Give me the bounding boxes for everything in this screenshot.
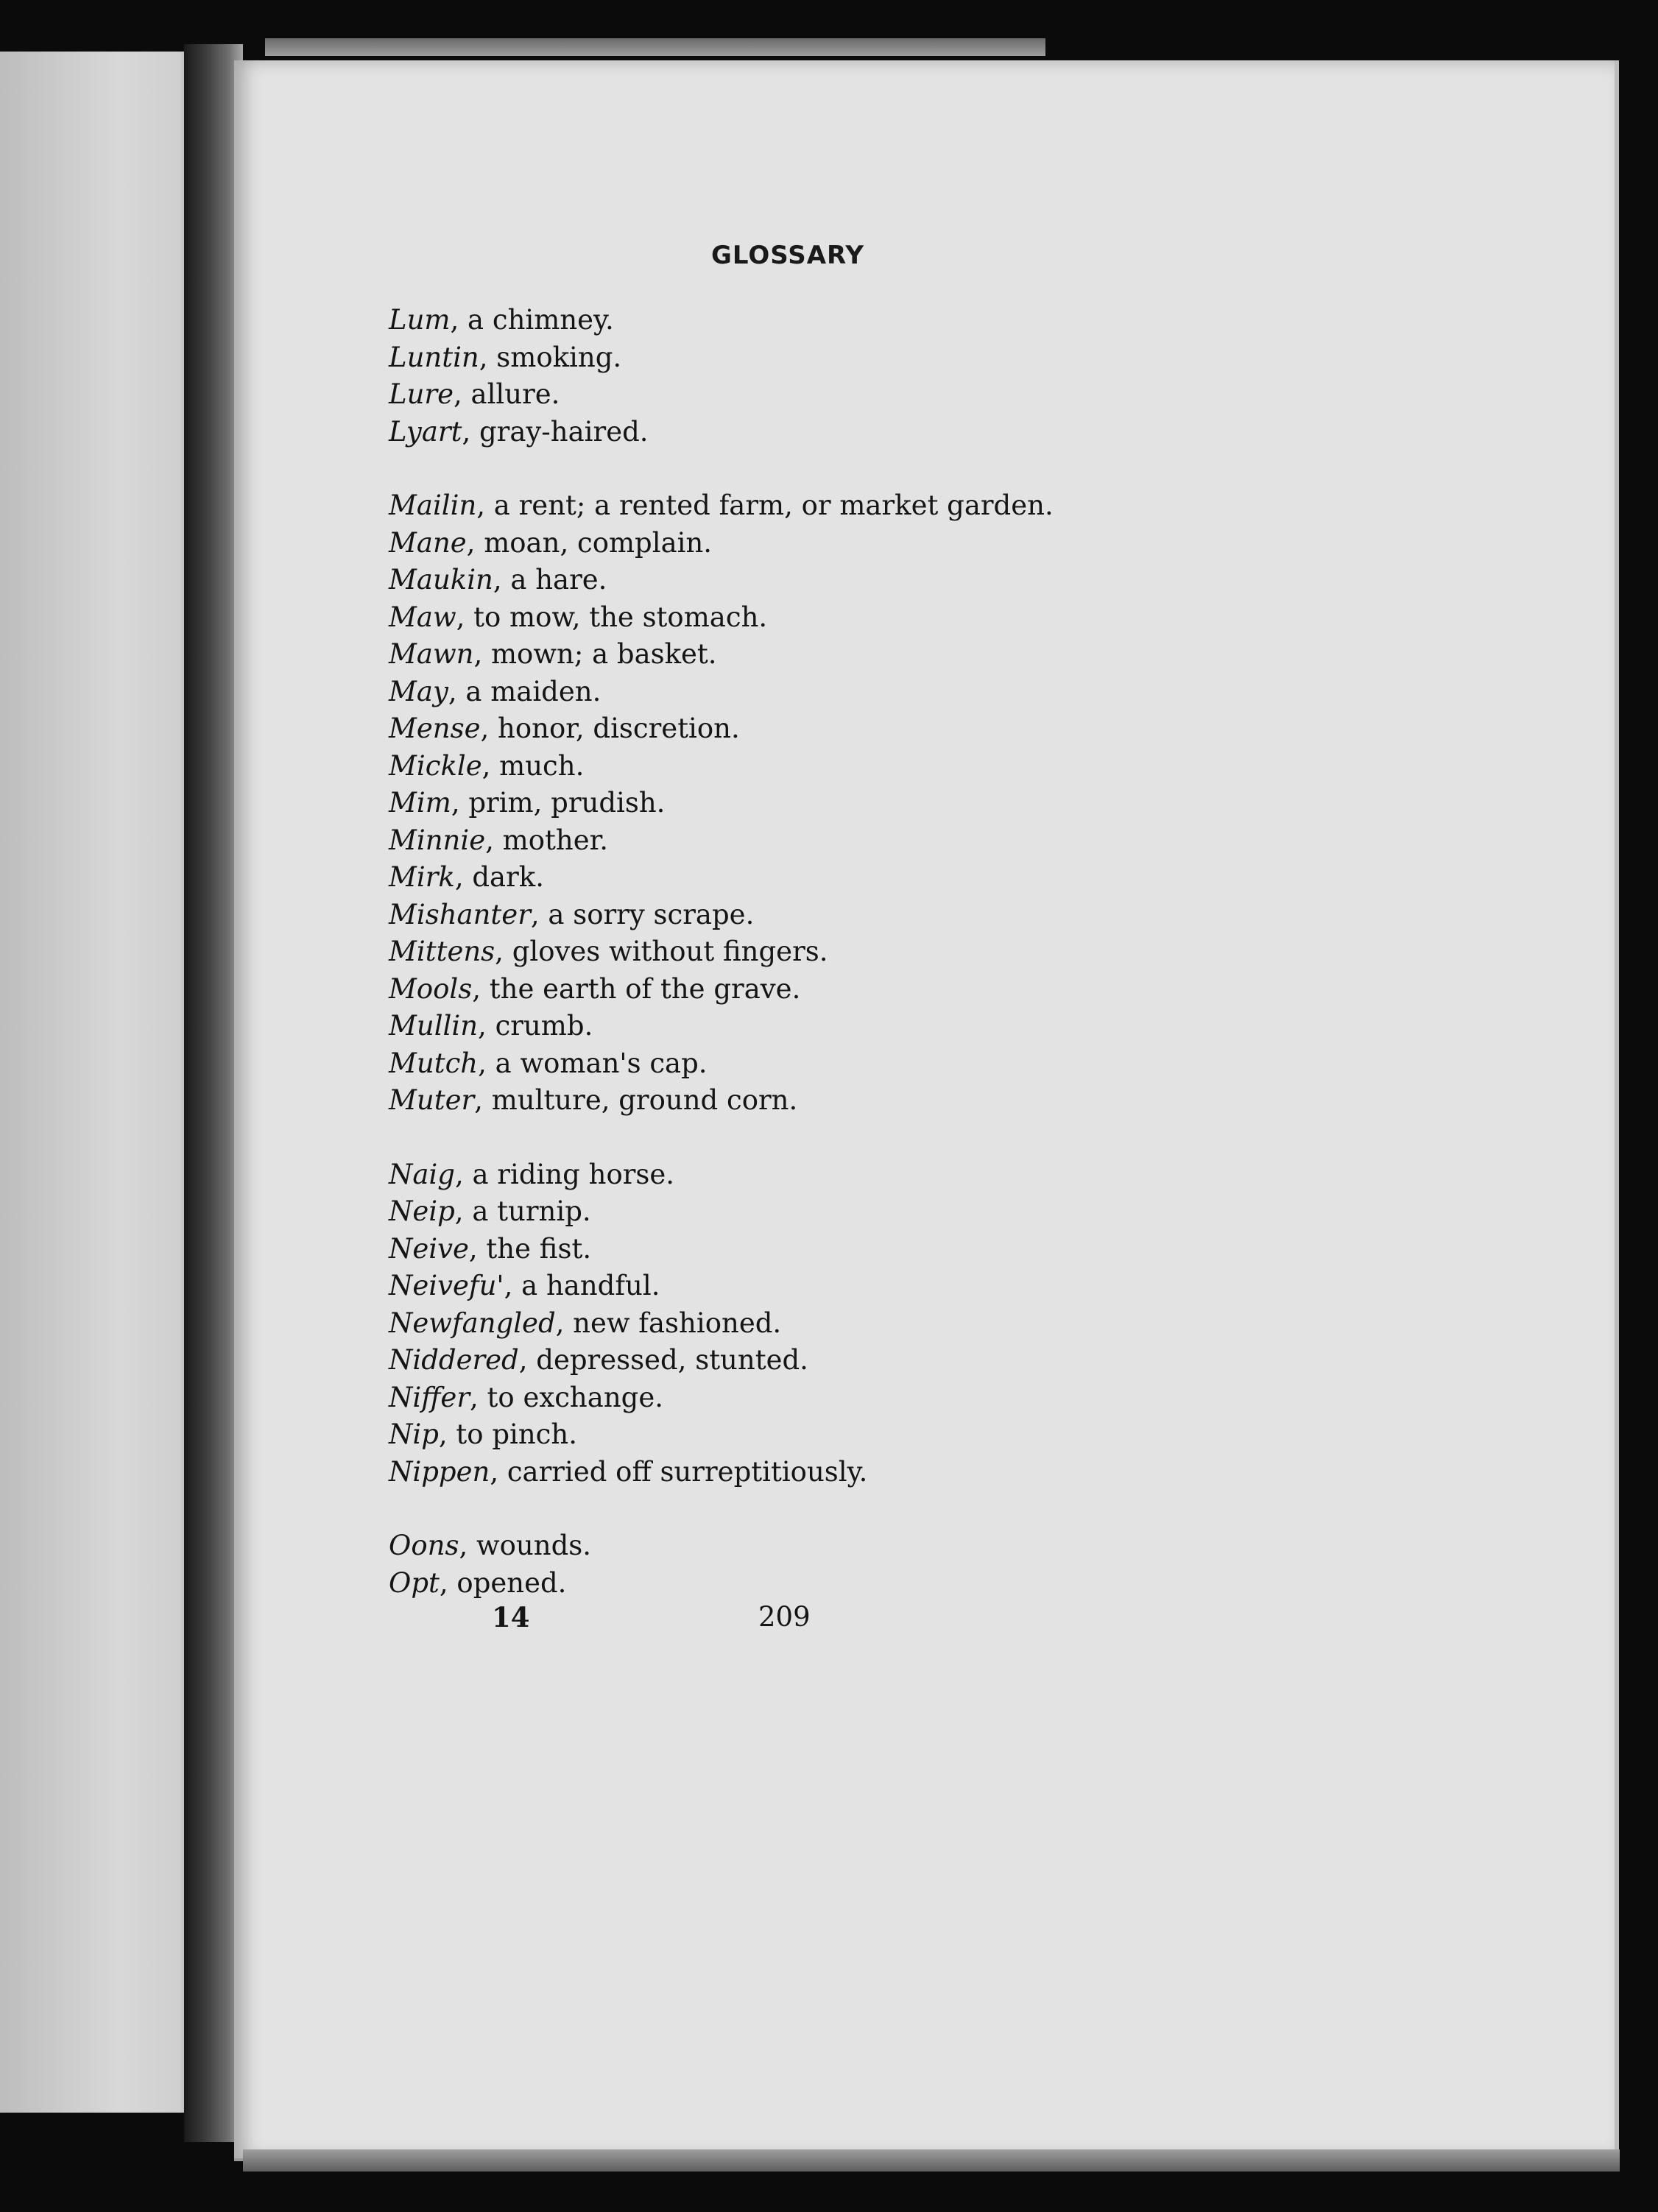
- glossary-definition: , wounds.: [459, 1530, 591, 1561]
- glossary-headword: Neip: [389, 1195, 455, 1227]
- glossary-entry: [389, 1045, 1272, 1083]
- glossary-definition: , multure, ground corn.: [474, 1084, 798, 1116]
- glossary-definition: , a chimney.: [450, 304, 614, 336]
- glossary-headword: Maw: [389, 601, 456, 633]
- glossary-entry: [389, 636, 1272, 674]
- glossary-entry: [389, 897, 1272, 934]
- glossary-entry: [389, 525, 1272, 562]
- glossary-entry: [389, 933, 1272, 971]
- glossary-entry: [389, 859, 1272, 897]
- glossary-headword: Mittens: [389, 936, 495, 967]
- glossary-definition: , a hare.: [493, 564, 607, 596]
- glossary-entry: [389, 1156, 1272, 1194]
- glossary-group: [389, 302, 1272, 450]
- glossary-definition: , to pinch.: [438, 1418, 577, 1450]
- glossary-definition: , dark.: [454, 861, 544, 893]
- glossary-headword: Maukin: [389, 564, 493, 596]
- page-bottom-edge: [243, 2149, 1620, 2172]
- glossary-definition: , depressed, stunted.: [518, 1344, 808, 1376]
- glossary-headword: Niffer: [389, 1381, 470, 1413]
- glossary-headword: Neive: [389, 1232, 469, 1265]
- glossary-definition: , a woman's cap.: [478, 1047, 708, 1079]
- glossary-entry: [389, 971, 1272, 1008]
- glossary-entry: [389, 710, 1272, 748]
- glossary-headword: Mools: [389, 972, 473, 1005]
- glossary-entry: [389, 599, 1272, 637]
- glossary-definition: , opened.: [439, 1566, 567, 1599]
- glossary-definition: , carried off surreptitiously.: [490, 1455, 868, 1488]
- glossary-headword: Mishanter: [389, 898, 531, 930]
- glossary-headword: Mane: [389, 526, 467, 559]
- glossary-group: [389, 1156, 1272, 1491]
- glossary-definition: , a rent; a rented farm, or market garden.: [476, 490, 1054, 521]
- glossary-definition: , the earth of the grave.: [472, 972, 801, 1005]
- page-number: 209: [758, 1601, 811, 1633]
- glossary-definition: , crumb.: [478, 1010, 593, 1042]
- glossary-entry: [389, 1416, 1272, 1454]
- glossary-entry: [389, 1565, 1272, 1603]
- glossary-definition: , gloves without fingers.: [495, 936, 828, 967]
- glossary-entry: [389, 1342, 1272, 1379]
- glossary-entry: [389, 1193, 1272, 1231]
- glossary-headword: Mickle: [389, 749, 482, 782]
- glossary-entry: [389, 1527, 1272, 1565]
- glossary-group: [389, 1527, 1272, 1602]
- glossary-entry: [389, 822, 1272, 860]
- glossary-headword: Mailin: [389, 490, 477, 521]
- glossary-headword: Mutch: [389, 1047, 479, 1079]
- glossary-headword: Mense: [389, 713, 481, 744]
- glossary-entry: [389, 376, 1272, 414]
- glossary-entry: [389, 1305, 1272, 1343]
- glossary-headword: Nippen: [389, 1455, 490, 1488]
- glossary-entry: [389, 1379, 1272, 1417]
- glossary-definition: , moan, complain.: [466, 526, 713, 559]
- glossary-definition: , a sorry scrape.: [530, 898, 755, 930]
- glossary-headword: Mirk: [389, 861, 455, 893]
- glossary-headword: Lyart: [389, 415, 462, 448]
- glossary-headword: Neivefu': [389, 1270, 504, 1301]
- glossary-entry: [389, 414, 1272, 451]
- page-title: GLOSSARY: [711, 241, 864, 270]
- glossary-definition: , new fashioned.: [555, 1307, 782, 1339]
- glossary-definition: , much.: [481, 749, 585, 782]
- glossary-definition: , a riding horse.: [454, 1158, 675, 1190]
- glossary-definition: , a maiden.: [448, 675, 602, 707]
- glossary-entry: [389, 1008, 1272, 1045]
- signature-mark: 14: [492, 1601, 530, 1633]
- glossary-entry: [389, 1082, 1272, 1120]
- glossary-entry: [389, 302, 1272, 339]
- glossary-entry: [389, 674, 1272, 711]
- glossary-entry: [389, 487, 1272, 525]
- glossary-headword: Mawn: [389, 638, 474, 670]
- glossary-headword: Naig: [389, 1158, 455, 1190]
- glossary-definition: , to exchange.: [470, 1381, 663, 1413]
- glossary-definition: , honor, discretion.: [480, 713, 740, 744]
- glossary-definition: , a handful.: [504, 1270, 660, 1301]
- glossary-entry: [389, 1268, 1272, 1305]
- glossary-definition: , smoking.: [479, 341, 622, 373]
- glossary-definition: , mown; a basket.: [473, 638, 717, 670]
- glossary-headword: Muter: [389, 1084, 475, 1116]
- glossary-entries: [389, 302, 1272, 1639]
- glossary-headword: Lure: [389, 378, 454, 410]
- glossary-definition: , prim, prudish.: [451, 787, 666, 819]
- glossary-definition: , allure.: [453, 378, 560, 410]
- glossary-headword: Lum: [389, 304, 451, 336]
- glossary-definition: , mother.: [485, 824, 608, 856]
- glossary-headword: May: [389, 675, 448, 707]
- glossary-headword: Oons: [389, 1530, 459, 1561]
- glossary-headword: Luntin: [389, 341, 479, 373]
- glossary-headword: Opt: [389, 1566, 440, 1599]
- glossary-group: [389, 487, 1272, 1120]
- glossary-headword: Nip: [389, 1418, 439, 1450]
- glossary-headword: Mullin: [389, 1010, 479, 1042]
- glossary-entry: [389, 748, 1272, 785]
- glossary-entry: [389, 562, 1272, 599]
- glossary-definition: , gray-haired.: [462, 415, 649, 448]
- glossary-entry: [389, 339, 1272, 377]
- glossary-entry: [389, 1231, 1272, 1268]
- glossary-entry: [389, 785, 1272, 822]
- glossary-entry: [389, 1454, 1272, 1491]
- glossary-definition: , a turnip.: [454, 1195, 591, 1227]
- glossary-headword: Niddered: [389, 1344, 519, 1376]
- page-top-edge: [265, 38, 1045, 56]
- facing-page-edge: [0, 52, 200, 2113]
- glossary-definition: , to mow, the stomach.: [456, 601, 768, 633]
- glossary-definition: , the fist.: [468, 1232, 592, 1265]
- glossary-headword: Mim: [389, 787, 451, 819]
- glossary-headword: Minnie: [389, 824, 486, 856]
- glossary-headword: Newfangled: [389, 1307, 556, 1339]
